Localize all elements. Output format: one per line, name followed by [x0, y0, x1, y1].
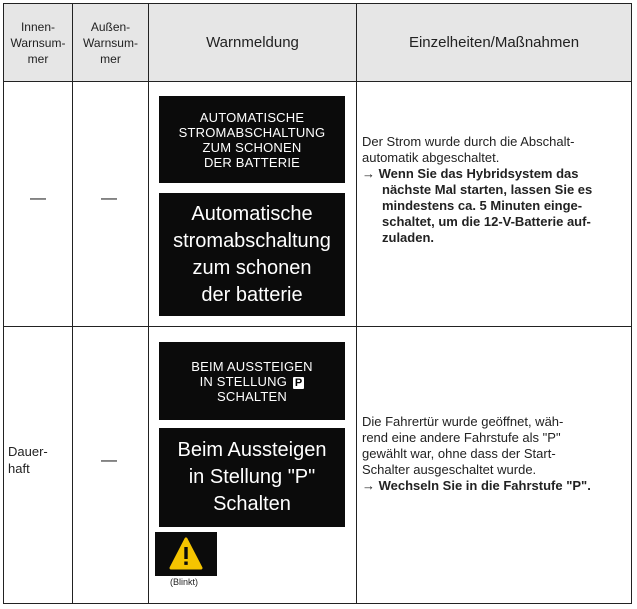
header-innen [4, 4, 72, 81]
lcd-line: stromabschaltung [173, 229, 331, 252]
detail-action-line: schaltet, um die 12-V-Batterie auf- [382, 214, 591, 229]
lcd-line-text: IN STELLUNG [199, 373, 288, 389]
header-aussen-line: Warnsum- [83, 35, 138, 50]
column-divider [148, 4, 149, 603]
detail-action-line: → Wechseln Sie in die Fahrstufe "P". [362, 478, 591, 493]
warning-triangle-icon [155, 532, 217, 576]
innen-line: haft [8, 461, 30, 476]
header-aussen-line: mer [100, 51, 121, 66]
row1-details [362, 134, 628, 246]
detail-line: rend eine andere Fahrstufe als "P" [362, 430, 561, 445]
lcd-line: DER BATTERIE [203, 154, 301, 170]
detail-action-line: nächste Mal starten, lassen Sie es [382, 182, 593, 197]
detail-action-line: mindestens ca. 5 Minuten einge- [382, 198, 583, 213]
header-warnmeldung: Warnmeldung [206, 33, 299, 51]
header-aussen [73, 4, 148, 81]
row1-innen-dash: — [30, 190, 46, 207]
row1-aussen-dash: — [101, 190, 117, 207]
lcd-line: in Stellung "P" [188, 466, 316, 488]
lcd-line: Beim Aussteigen [177, 439, 327, 461]
detail-line: gewählt war, ohne dass der Start- [362, 446, 556, 461]
lcd-line: AUTOMATISCHE [199, 109, 305, 125]
header-innen-line: mer [27, 51, 49, 66]
detail-action-line: → Wenn Sie das Hybridsystem das [362, 166, 579, 181]
column-divider [356, 4, 357, 603]
lcd-message-small [159, 96, 345, 183]
row2-aussen-dash: — [101, 452, 117, 469]
p-gear-symbol: P [294, 376, 303, 389]
row2-innen-label [8, 443, 48, 477]
lcd-line: SCHALTEN [217, 388, 287, 404]
lcd-line: BEIM AUSSTEIGEN [191, 358, 313, 374]
detail-line: automatik abgeschaltet. [362, 150, 500, 165]
lcd-message-small [159, 342, 345, 420]
detail-line: Schalter ausgeschaltet wurde. [362, 462, 537, 477]
lcd-line: zum schonen [192, 256, 312, 279]
lcd-line: ZUM SCHONEN [202, 139, 302, 155]
header-innen-line: Innen- [20, 19, 55, 34]
lcd-message-large [159, 428, 345, 527]
blink-caption: (Blinkt) [170, 577, 199, 587]
detail-line: Die Fahrertür wurde geöffnet, wäh- [362, 414, 564, 429]
lcd-message-large [159, 193, 345, 316]
header-innen-line: Warnsum- [10, 35, 66, 50]
lcd-line: der batterie [201, 283, 303, 306]
lcd-line: STROMABSCHALTUNG [178, 124, 326, 140]
row-divider [4, 326, 631, 327]
lcd-line: Schalten [213, 493, 291, 515]
lcd-line: Automatische [191, 202, 313, 225]
header-einzelheiten: Einzelheiten/Maßnahmen [408, 33, 580, 51]
detail-action-line: zuladen. [382, 230, 435, 245]
header-aussen-line: Außen- [90, 19, 131, 34]
column-divider [72, 4, 73, 603]
innen-line: Dauer- [8, 444, 48, 459]
lcd-line [191, 374, 312, 389]
row2-details [362, 414, 628, 494]
detail-line: Der Strom wurde durch die Abschalt- [362, 134, 575, 149]
